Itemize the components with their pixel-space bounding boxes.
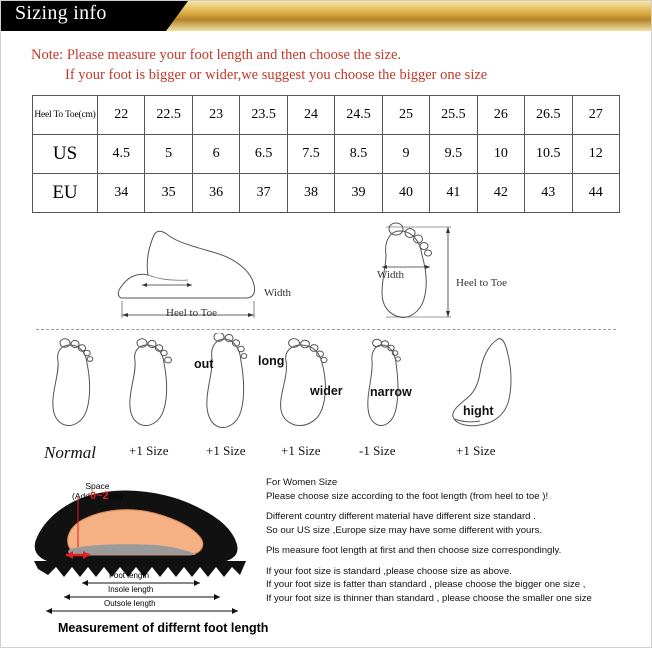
text-line-3: Different country different material have different size standard . bbox=[266, 511, 536, 522]
bottom-section bbox=[16, 475, 636, 635]
side-heel-to-toe-label: Heel to Toe bbox=[166, 307, 217, 319]
table-row bbox=[33, 96, 620, 135]
row-label-us: US bbox=[33, 135, 98, 174]
space-label bbox=[72, 481, 123, 501]
dim-label-foot-length: Foot length bbox=[109, 571, 150, 580]
side-width-label: Width bbox=[264, 287, 292, 299]
cell: 6.5 bbox=[240, 135, 287, 174]
diagram-divider bbox=[36, 329, 616, 330]
text-line-8: If your foot size is thinner than standard , please choose the smaller one size bbox=[266, 592, 592, 604]
note-line-1: Note: Please measure your foot length and then choose the size. bbox=[31, 47, 402, 63]
foot-label-narrow: narrow bbox=[370, 385, 412, 399]
cell: 25 bbox=[382, 96, 429, 135]
cell: 24 bbox=[287, 96, 334, 135]
cell: 24.5 bbox=[335, 96, 382, 135]
cell: 26.5 bbox=[525, 96, 572, 135]
cell: 40 bbox=[382, 174, 429, 213]
cell: 27 bbox=[572, 96, 619, 135]
table-row bbox=[33, 135, 620, 174]
shoe-cross-section-diagram bbox=[24, 475, 254, 620]
foot-diagram-area bbox=[26, 221, 626, 471]
cell: 26 bbox=[477, 96, 524, 135]
text-line-1: For Women Size bbox=[266, 477, 338, 488]
cell: 23.5 bbox=[240, 96, 287, 135]
page-title: Sizing info bbox=[15, 2, 107, 24]
cell: 22.5 bbox=[145, 96, 192, 135]
foot-label-long: long bbox=[258, 354, 285, 368]
size-note bbox=[31, 45, 633, 85]
space-label-suffix: cm) bbox=[108, 491, 123, 501]
size-guidance-text bbox=[266, 477, 634, 613]
cell: 8.5 bbox=[335, 135, 382, 174]
cell: 9 bbox=[382, 135, 429, 174]
caption-out: +1 Size bbox=[129, 443, 169, 458]
space-label-value: 0~2 bbox=[89, 490, 109, 502]
top-heel-to-toe-label: Heel to Toe bbox=[456, 277, 507, 289]
text-line-6: If your foot size is standard ,please choose size as above. bbox=[266, 565, 512, 577]
cell: 10 bbox=[477, 135, 524, 174]
caption-normal: Normal bbox=[44, 443, 96, 462]
space-label-prefix: (Add bbox=[72, 491, 90, 501]
note-line-2: If your foot is bigger or wider,we suggest you choose the bigger one size bbox=[65, 67, 488, 83]
cell: 12 bbox=[572, 135, 619, 174]
cell: 25.5 bbox=[430, 96, 477, 135]
cell: 36 bbox=[192, 174, 239, 213]
dim-label-insole-length: Insole length bbox=[108, 585, 154, 594]
size-conversion-table bbox=[32, 95, 620, 213]
text-line-5: Pls measure foot length at first and then choose size correspondingly. bbox=[266, 545, 562, 556]
measurement-caption: Measurement of differnt foot length bbox=[58, 621, 269, 635]
caption-wider: +1 Size bbox=[281, 443, 321, 458]
foot-label-hight: hight bbox=[463, 404, 494, 418]
foot-label-wider: wider bbox=[310, 384, 343, 398]
row-label-heel-to-toe: Heel To Toe(cm) bbox=[33, 96, 98, 135]
dim-label-outsole-length: Outsole length bbox=[104, 599, 156, 608]
text-line-4: So our US size ,Europe size may have some different with yours. bbox=[266, 524, 543, 536]
cell: 23 bbox=[192, 96, 239, 135]
header-banner bbox=[1, 1, 651, 31]
cell: 9.5 bbox=[430, 135, 477, 174]
cell: 5 bbox=[145, 135, 192, 174]
text-line-7: If your foot size is fatter than standard , please choose the bigger one size , bbox=[266, 579, 586, 590]
cell: 39 bbox=[335, 174, 382, 213]
banner-gold-shape bbox=[166, 1, 651, 31]
cell: 6 bbox=[192, 135, 239, 174]
cell: 35 bbox=[145, 174, 192, 213]
cell: 7.5 bbox=[287, 135, 334, 174]
cell: 4.5 bbox=[98, 135, 145, 174]
row-label-eu: EU bbox=[33, 174, 98, 213]
caption-narrow: -1 Size bbox=[359, 443, 396, 458]
foot-label-out: out bbox=[194, 357, 214, 371]
cell: 44 bbox=[572, 174, 619, 213]
cell: 42 bbox=[477, 174, 524, 213]
cell: 22 bbox=[98, 96, 145, 135]
text-line-2: Please choose size according to the foot length (from heel to toe )! bbox=[266, 490, 549, 502]
cell: 10.5 bbox=[525, 135, 572, 174]
cell: 34 bbox=[98, 174, 145, 213]
space-label-line1: Space bbox=[85, 481, 110, 491]
cell: 41 bbox=[430, 174, 477, 213]
side-foot-diagram-icon bbox=[96, 223, 356, 328]
cell: 38 bbox=[287, 174, 334, 213]
table-row bbox=[33, 174, 620, 213]
cell: 37 bbox=[240, 174, 287, 213]
cell: 43 bbox=[525, 174, 572, 213]
caption-hight: +1 Size bbox=[456, 443, 496, 458]
top-width-label: Width bbox=[377, 269, 405, 281]
caption-long: +1 Size bbox=[206, 443, 246, 458]
